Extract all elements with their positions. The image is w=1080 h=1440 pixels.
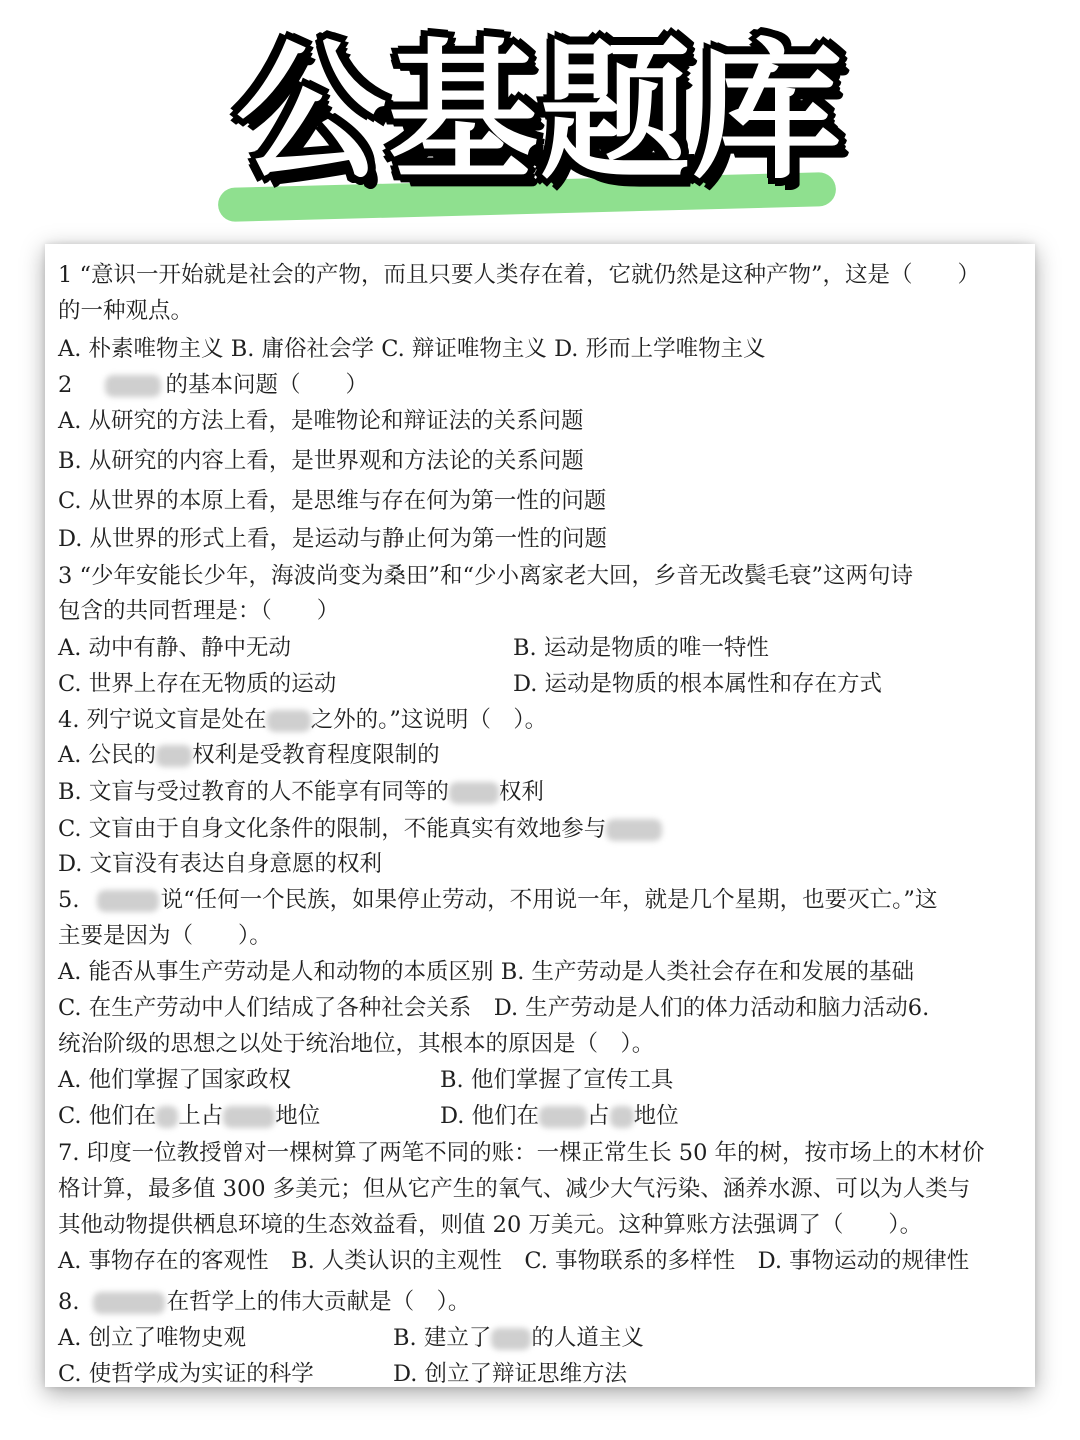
q7-stem: 7. 印度一位教授曾对一棵树算了两笔不同的账：一棵正常生长 50 年的树，按市场上的木材价 bbox=[58, 1140, 985, 1166]
q4-option-a-text-2: 权利是受教育程度限制的 bbox=[192, 742, 440, 768]
q4-stem-text-1: 4. 列宁说文盲是处在 bbox=[58, 707, 267, 733]
q3-option-a: A. 动中有静、静中无动 bbox=[58, 635, 292, 661]
q5-options-cd: C. 在生产劳动中人们结成了各种社会关系 D. 生产劳动是人们的体力活动和脑力活动6. bbox=[58, 995, 930, 1021]
q6-stem: 统治阶级的思想之以处于统治地位，其根本的原因是（ ）。 bbox=[58, 1031, 655, 1057]
q4-option-a-text-1: A. 公民的 bbox=[58, 742, 157, 768]
q4-option-b-text-1: B. 文盲与受过教育的人不能享有同等的 bbox=[58, 779, 449, 805]
q3-option-d: D. 运动是物质的根本属性和存在方式 bbox=[513, 671, 883, 697]
q8-option-d: D. 创立了辩证思维方法 bbox=[393, 1361, 628, 1387]
question-list bbox=[45, 244, 1035, 1387]
q5-number: 5. bbox=[58, 887, 80, 913]
q6-option-d-text-3: 地位 bbox=[633, 1103, 679, 1129]
q7-options: A. 事物存在的客观性 B. 人类认识的主观性 C. 事物联系的多样性 D. 事物运动的规律性 bbox=[58, 1248, 970, 1274]
redacted-blur bbox=[97, 890, 159, 912]
redacted-blur bbox=[539, 1106, 587, 1128]
q3-stem-cont: 包含的共同哲理是：（ ） bbox=[58, 598, 340, 624]
q5-stem-text: 说“任何一个民族，如果停止劳动，不用说一年，就是几个星期，也要灭亡。”这 bbox=[160, 887, 938, 913]
q1-options: A. 朴素唯物主义 B. 庸俗社会学 C. 辩证唯物主义 D. 形而上学唯物主义 bbox=[58, 336, 766, 362]
header-banner bbox=[0, 0, 1080, 240]
q2-option-c: C. 从世界的本原上看，是思维与存在何为第一性的问题 bbox=[58, 488, 607, 514]
redacted-blur bbox=[449, 782, 499, 804]
q2-stem bbox=[58, 370, 368, 400]
q7-stem-cont-2: 其他动物提供栖息环境的生态效益看，则值 20 万美元。这种算账方法强调了（ ）。 bbox=[58, 1212, 923, 1238]
q6-option-c-text-1: C. 他们在 bbox=[58, 1103, 157, 1129]
q6-option-d-text-1: D. 他们在 bbox=[440, 1103, 540, 1129]
q4-option-d: D. 文盲没有表达自身意愿的权利 bbox=[58, 851, 383, 877]
q8-option-b-text-2: 的人道主义 bbox=[531, 1325, 644, 1351]
q6-option-c-text-2: 上占 bbox=[178, 1103, 224, 1129]
redacted-blur bbox=[156, 1106, 178, 1128]
q1-stem-cont: 的一种观点。 bbox=[58, 298, 194, 324]
q4-stem-text-2: 之外的。”这说明（ ）。 bbox=[310, 707, 548, 733]
redacted-blur bbox=[606, 819, 662, 841]
q4-option-c bbox=[58, 814, 662, 844]
q6-option-a: A. 他们掌握了国家政权 bbox=[58, 1067, 292, 1093]
q4-option-b-text-2: 权利 bbox=[498, 779, 544, 805]
q3-option-b: B. 运动是物质的唯一特性 bbox=[513, 635, 769, 661]
page-title: 公基题库 bbox=[235, 26, 844, 200]
redacted-blur bbox=[223, 1106, 275, 1128]
q3-option-c: C. 世界上存在无物质的运动 bbox=[58, 671, 337, 697]
q4-option-b bbox=[58, 777, 544, 807]
q2-stem-text: 的基本问题（ ） bbox=[165, 372, 368, 398]
q5-stem bbox=[58, 885, 937, 915]
q8-option-b-text-1: B. 建立了 bbox=[393, 1325, 492, 1351]
q8-option-a: A. 创立了唯物史观 bbox=[58, 1325, 247, 1351]
redacted-blur bbox=[93, 1292, 165, 1314]
q8-stem-text: 在哲学上的伟大贡献是（ ）。 bbox=[166, 1289, 471, 1315]
redacted-blur bbox=[156, 745, 192, 767]
q6-option-d-text-2: 占 bbox=[587, 1103, 610, 1129]
redacted-blur bbox=[491, 1328, 531, 1350]
q6-option-c bbox=[58, 1101, 320, 1131]
question-sheet bbox=[45, 244, 1035, 1387]
q4-stem bbox=[58, 705, 547, 735]
q5-options-ab: A. 能否从事生产劳动是人和动物的本质区别 B. 生产劳动是人类社会存在和发展的基础 bbox=[58, 959, 915, 985]
redacted-blur bbox=[610, 1106, 634, 1128]
redacted-blur bbox=[267, 710, 311, 732]
q2-option-b: B. 从研究的内容上看，是世界观和方法论的关系问题 bbox=[58, 448, 584, 474]
q4-option-c-text: C. 文盲由于自身文化条件的限制，不能真实有效地参与 bbox=[58, 816, 607, 842]
redacted-blur bbox=[105, 375, 161, 397]
q6-option-c-text-3: 地位 bbox=[275, 1103, 321, 1129]
q2-option-d: D. 从世界的形式上看，是运动与静止何为第一性的问题 bbox=[58, 526, 608, 552]
q2-option-a: A. 从研究的方法上看，是唯物论和辩证法的关系问题 bbox=[58, 408, 584, 434]
q8-option-c: C. 使哲学成为实证的科学 bbox=[58, 1361, 314, 1387]
q5-stem-cont: 主要是因为（ ）。 bbox=[58, 923, 272, 949]
q8-number: 8. bbox=[58, 1289, 80, 1315]
q8-stem bbox=[58, 1287, 470, 1317]
q8-option-b bbox=[393, 1323, 644, 1353]
q6-option-b: B. 他们掌握了宣传工具 bbox=[440, 1067, 674, 1093]
q2-number: 2 bbox=[58, 372, 73, 398]
q4-option-a bbox=[58, 740, 440, 770]
q3-stem: 3 “少年安能长少年，海波尚变为桑田”和“少小离家老大回，乡音无改鬓毛衰”这两句诗 bbox=[58, 563, 913, 589]
q7-stem-cont-1: 格计算，最多值 300 多美元；但从它产生的氧气、减少大气污染、涵养水源、可以为人类与 bbox=[58, 1176, 971, 1202]
q6-option-d bbox=[440, 1101, 679, 1131]
q1-stem: 1 “意识一开始就是社会的产物，而且只要人类存在着，它就仍然是这种产物”，这是（ ） bbox=[58, 262, 980, 288]
